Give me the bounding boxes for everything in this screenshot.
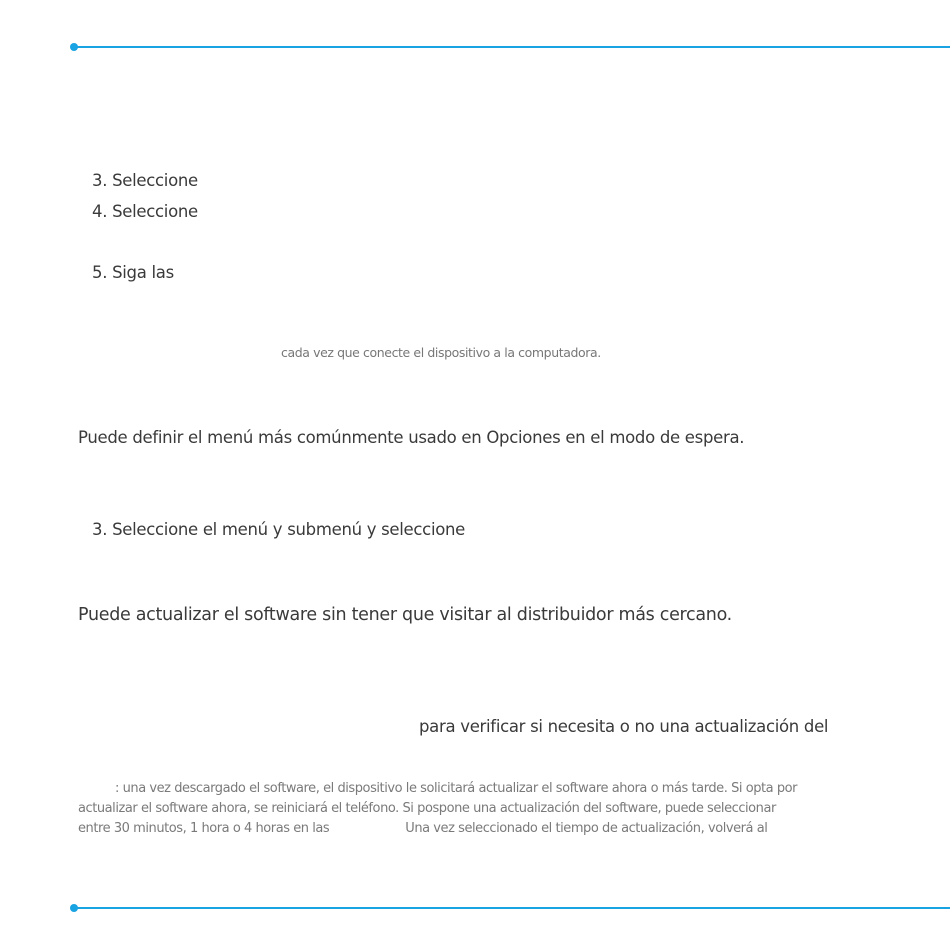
shortcut-intro-text: Puede definir el menú más comúnmente usado en Opciones en el modo de espera. bbox=[78, 428, 745, 447]
update-note-line-1: : una vez descargado el software, el dispositivo le solicitará actualizar el software ahora o más tarde. Si opta por bbox=[115, 781, 798, 796]
bottom-divider-line bbox=[74, 907, 950, 909]
update-note-line-3 bbox=[78, 819, 878, 839]
update-note-line-3-end: Una vez seleccionado el tiempo de actualización, volverá al bbox=[405, 821, 768, 836]
update-intro-text: Puede actualizar el software sin tener que visitar al distribuidor más cercano. bbox=[78, 605, 732, 625]
update-note-line-3-start: entre 30 minutos, 1 hora o 4 horas en las bbox=[78, 821, 330, 836]
update-note-line-2: actualizar el software ahora, se reiniciará el teléfono. Si pospone una actualización del software, puede seleccionar bbox=[78, 801, 776, 816]
step-5-follow: 5. Siga las bbox=[92, 263, 174, 282]
top-divider-dot bbox=[70, 43, 78, 51]
top-divider-line bbox=[74, 46, 950, 48]
step-3-select: 3. Seleccione bbox=[92, 171, 198, 190]
bottom-divider-dot bbox=[70, 904, 78, 912]
connect-note: cada vez que conecte el dispositivo a la computadora. bbox=[281, 345, 601, 360]
verify-update-text: para verificar si necesita o no una actualización del bbox=[419, 717, 829, 736]
shortcut-step-3: 3. Seleccione el menú y submenú y seleccione bbox=[92, 520, 466, 539]
step-4-select: 4. Seleccione bbox=[92, 202, 198, 221]
update-note-paragraph bbox=[78, 779, 878, 839]
